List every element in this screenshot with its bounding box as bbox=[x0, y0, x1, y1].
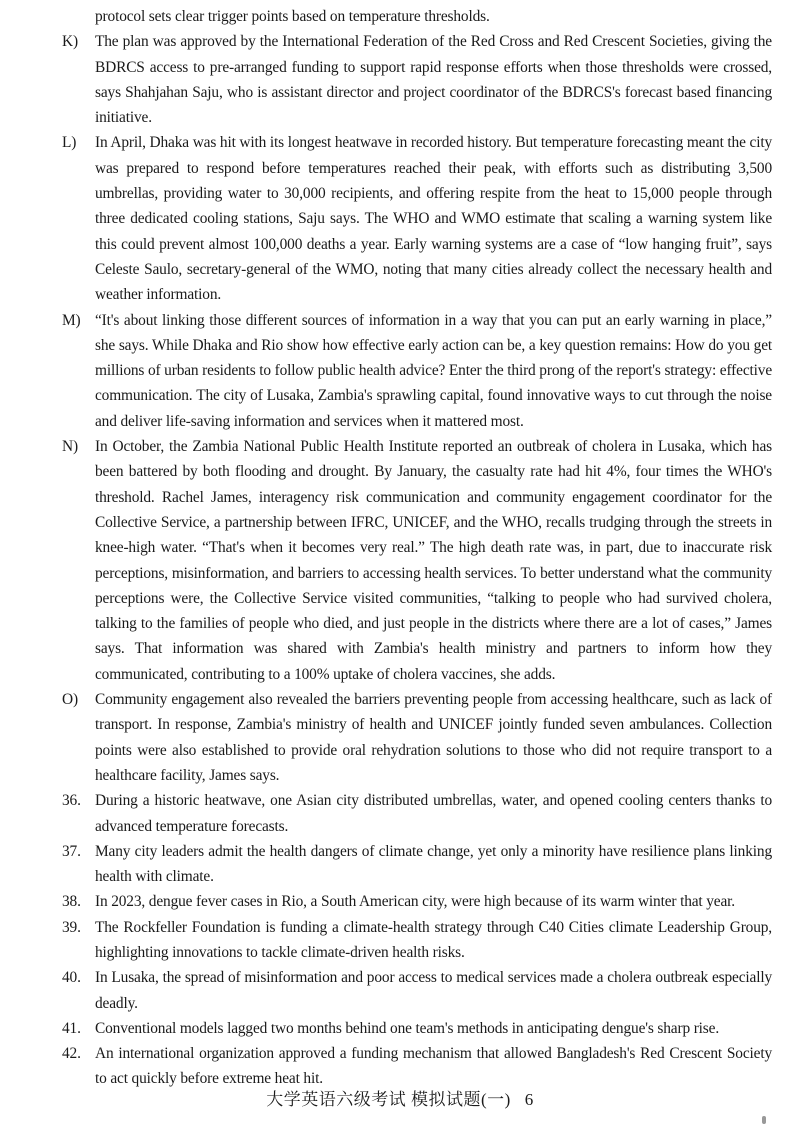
question-text: In Lusaka, the spread of misinformation and poor access to medical services made a cholera outbreak especially deadly. bbox=[95, 969, 772, 1012]
paragraph-text: “It's about linking those different sources of information in a way that you can put an early warning in place,” she says. While Dhaka and Rio show how effective early action can be, a key question remains: How do you get millions of urban residents to follow public health advice? Enter the third prong of the report's strategy: effective communication. The city of Lusaka, Zambia's sprawling capital, found innovative ways to cut through the noise and deliver life-saving information and services when it mattered most. bbox=[95, 311, 772, 430]
question-text: Many city leaders admit the health dangers of climate change, yet only a minority have resilience plans linking health with climate. bbox=[95, 842, 772, 886]
continuation-text: protocol sets clear trigger points based on temperature thresholds. bbox=[95, 8, 490, 25]
question-text: During a historic heatwave, one Asian city distributed umbrellas, water, and opened cooling centers thanks to advanced temperature forecasts. bbox=[95, 792, 772, 835]
paragraph-label: N) bbox=[62, 438, 78, 456]
footer-title: 大学英语六级考试 模拟试题(一) bbox=[266, 1090, 511, 1109]
question-label: 36. bbox=[62, 792, 81, 810]
question-label: 39. bbox=[62, 918, 81, 936]
paragraph-text: The plan was approved by the International Federation of the Red Cross and Red Crescent Societies, giving the BDRCS access to pre-arranged funding to support rapid response efforts when those thresholds were crossed, says Shahjahan Saju, who is assistant director and project coordinator of the BDRCS's forecast based financing initiative. bbox=[95, 33, 772, 127]
paragraph-label: M) bbox=[62, 311, 81, 329]
question bbox=[62, 889, 772, 914]
question-label: 40. bbox=[62, 969, 81, 987]
question-text: An international organization approved a funding mechanism that allowed Bangladesh's Red Crescent Society to act quickly before extreme heat hit. bbox=[95, 1045, 772, 1088]
page-number: 6 bbox=[524, 1090, 534, 1109]
document-body bbox=[62, 4, 772, 1092]
question bbox=[62, 839, 772, 890]
paragraph-label: L) bbox=[62, 134, 77, 152]
question-label: 37. bbox=[62, 842, 81, 860]
question bbox=[62, 915, 772, 966]
question-list bbox=[62, 788, 772, 1092]
paragraph bbox=[62, 308, 772, 434]
paragraph bbox=[62, 29, 772, 130]
question-label: 41. bbox=[62, 1019, 81, 1037]
paragraph bbox=[62, 687, 772, 788]
paragraph bbox=[62, 130, 772, 307]
scan-mark bbox=[762, 1116, 766, 1124]
paragraph-text: Community engagement also revealed the barriers preventing people from accessing healthcare, such as lack of transport. In response, Zambia's ministry of health and UNICEF jointly funded seven ambulances. Collection points were also established to provide oral rehydration solutions to those who did not require transport to a healthcare facility, James says. bbox=[95, 691, 772, 784]
question-label: 42. bbox=[62, 1045, 81, 1063]
question-text: In 2023, dengue fever cases in Rio, a South American city, were high because of its warm winter that year. bbox=[95, 893, 735, 911]
passage-paragraphs bbox=[62, 29, 772, 788]
paragraph-label: K) bbox=[62, 33, 78, 51]
question bbox=[62, 965, 772, 1016]
question-text: The Rockfeller Foundation is funding a climate-health strategy through C40 Cities climate Leadership Group, highlighting innovations to tackle climate-driven health risks. bbox=[95, 918, 772, 961]
page-footer bbox=[0, 1085, 800, 1110]
question bbox=[62, 788, 772, 839]
paragraph-text: In April, Dhaka was hit with its longest heatwave in recorded history. But temperature forecasting meant the city was prepared to respond before temperatures reached their peak, with efforts such as distributing 3,500 umbrellas, providing water to 30,000 recipients, and offering respite from the heat to 15,000 people through three dedicated cooling stations, Saju says. The WHO and WMO estimate that scaling a warning system like this could prevent almost 100,000 deaths a year. Early warning systems are a case of “low hanging fruit”, says Celeste Saulo, secretary-general of the WMO, noting that many cities already collect the necessary health and weather information. bbox=[95, 134, 772, 304]
question bbox=[62, 1016, 772, 1041]
question-text: Conventional models lagged two months behind one team's methods in anticipating dengue's sharp rise. bbox=[95, 1019, 720, 1037]
question-label: 38. bbox=[62, 893, 81, 911]
paragraph-text: In October, the Zambia National Public Health Institute reported an outbreak of cholera in Lusaka, which has been battered by both flooding and drought. By January, the casualty rate had hit 4%, four times the WHO's threshold. Rachel James, interagency risk communication and community engagement coordinator for the Collective Service, a partnership between IFRC, UNICEF, and the WHO, recalls trudging through the streets in knee-high water. “That's when it becomes very real.” The high death rate was, in part, due to inaccurate risk perceptions, misinformation, and barriers to accessing health services. To better understand what the community perceptions were, the Collective Service visited communities, “talking to people who had survived cholera, talking to the families of people who died, and just people in the districts where there are a lot of cases,” James says. That information was shared with Zambia's health ministry and partners to inform how they communicated, contributing to a 100% uptake of cholera vaccines, she adds. bbox=[95, 438, 772, 683]
paragraph bbox=[62, 434, 772, 687]
paragraph-label: O) bbox=[62, 691, 78, 709]
